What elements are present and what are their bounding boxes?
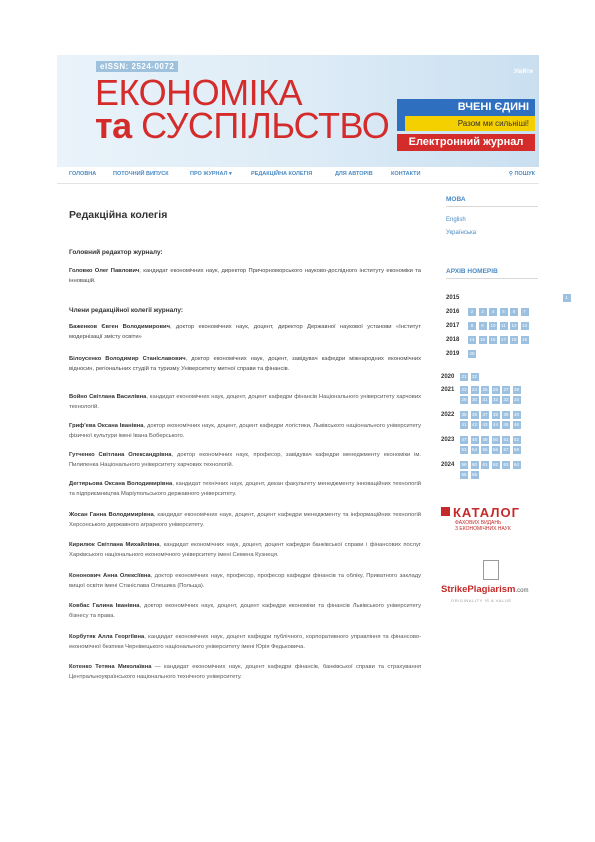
member-entry — [69, 392, 421, 412]
strike-tagline: ORIGINALITY IS A VALUE — [451, 598, 512, 603]
archive-issue-link[interactable]: 61 — [482, 462, 488, 467]
chief-heading: Головний редактор журналу: — [69, 249, 163, 256]
member-entry — [69, 662, 421, 682]
archive-issue-link[interactable]: 53 — [461, 447, 467, 452]
archive-issue-link[interactable]: 1 — [563, 294, 571, 302]
member-desc: , кандидат економічних наук, доцент кафедри публічного, корпоративного управління та фінансово-економічної безпеки Чернівецького національного університету імені Юрія Федьковича. — [69, 634, 421, 650]
member-name: Кирилюк Світлана Михайлівна — [69, 542, 160, 548]
member-entry — [69, 421, 421, 441]
member-entry — [69, 632, 421, 652]
archive-issue-link[interactable]: 17 — [500, 337, 506, 342]
login-link[interactable]: Увійти — [513, 69, 533, 75]
archive-issue-link[interactable]: 4 — [489, 308, 497, 316]
journal-title-ta: та — [95, 105, 132, 146]
archive-issue-link[interactable]: 9 — [479, 322, 487, 330]
member-entry — [69, 510, 421, 530]
archive-issue-link[interactable]: 25 — [482, 387, 488, 392]
member-entry — [69, 479, 421, 499]
archive-issue-link[interactable]: 66 — [471, 472, 477, 477]
archive-issue-link[interactable]: 32 — [492, 397, 498, 402]
archive-issue-link[interactable]: 5 — [500, 308, 508, 316]
search-label: ПОШУК — [514, 171, 535, 177]
archive-issue-link[interactable]: 49 — [482, 437, 488, 442]
archive-issue-link[interactable]: 15 — [479, 337, 485, 342]
chief-entry — [69, 266, 421, 286]
member-name: Жосан Ганна Володимирівна — [69, 512, 154, 518]
member-desc: , доктор економічних наук, професор, професор кафедри фінансів та обліку, Приватного закладу вищої освіти імені Станіслава Олешика (Польща). — [69, 573, 421, 589]
archive-issue-link[interactable]: 47 — [461, 437, 467, 442]
archive-issue-link[interactable]: 64 — [513, 462, 519, 467]
site-banner[interactable] — [57, 55, 539, 167]
member-name: Ковбас Галина Іванівна — [69, 603, 140, 609]
member-name: Гриф'ева Оксана Іванівна — [69, 423, 144, 429]
lang-english[interactable]: English — [446, 217, 466, 223]
archive-issue-link[interactable]: 31 — [482, 397, 488, 402]
archive-issue-link[interactable]: 65 — [461, 472, 467, 477]
archive-issue-link[interactable]: 54 — [471, 447, 477, 452]
strike-name-main: StrikePlagiarism — [441, 584, 516, 595]
member-name: Корбутяк Алла Георгіївна — [69, 634, 145, 640]
archive-issue-link[interactable]: 24 — [471, 387, 477, 392]
member-entry — [69, 571, 421, 591]
archive-issue-link[interactable]: 39 — [503, 412, 509, 417]
member-entry — [69, 601, 421, 621]
member-name: Гутченко Світлана Олександрівна — [69, 452, 172, 458]
archive-issue-link[interactable]: 35 — [461, 412, 467, 417]
archive-issue-link[interactable]: 23 — [461, 387, 467, 392]
nav-current-issue[interactable]: ПОТОЧНИЙ ВИПУСК — [113, 171, 169, 177]
archive-issue-link[interactable]: 56 — [492, 447, 498, 452]
archive-issue-link[interactable]: 42 — [471, 422, 477, 427]
archive-issue-link[interactable]: 37 — [482, 412, 488, 417]
catalog-sub2: З ЕКОНОМІЧНИХ НАУК — [455, 526, 511, 532]
archive-issue-link[interactable]: 29 — [461, 397, 467, 402]
member-entry — [69, 322, 421, 342]
catalog-mark-icon — [441, 507, 450, 516]
page-title: Редакційна колегія — [69, 209, 168, 221]
nav-for-authors[interactable]: ДЛЯ АВТОРІВ — [335, 171, 373, 177]
archive-issue-link[interactable]: 57 — [503, 447, 509, 452]
badge-ejournal: Електронний журнал — [397, 134, 535, 151]
archive-issue-link[interactable]: 28 — [513, 387, 519, 392]
archive-year: 2024 — [441, 462, 455, 468]
chevron-down-icon: ▾ — [228, 171, 232, 177]
archive-issue-link[interactable]: 2 — [468, 308, 476, 316]
chief-name: Головко Олег Павлович — [69, 268, 140, 274]
archive-issue-link[interactable]: 16 — [490, 337, 496, 342]
nav-about[interactable] — [190, 171, 232, 177]
search-button[interactable] — [509, 171, 535, 177]
member-desc: , доктор економічних наук, доцент, доцент кафедри економіки та фінансів Львівського університету бізнесу та права. — [69, 603, 421, 619]
badge-top: ВЧЕНІ ЄДИНІ — [397, 99, 535, 116]
member-desc: , доктор економічних наук, доцент, завідувач кафедри міжнародних економічних відносин, регіональних студій та туризму Університету митної справи та фінансів. — [69, 356, 421, 372]
archive-issue-link[interactable]: 26 — [492, 387, 498, 392]
archive-issue-link[interactable]: 62 — [492, 462, 498, 467]
issn-label: eISSN: 2524-0072 — [96, 61, 178, 72]
archive-year: 2017 — [446, 323, 460, 329]
member-entry — [69, 354, 421, 374]
nav-about-label: ПРО ЖУРНАЛ — [190, 171, 228, 177]
archive-issue-link[interactable]: 8 — [468, 322, 476, 330]
archive-issue-link[interactable]: 27 — [503, 387, 509, 392]
member-desc: , кандидат економічних наук, доцент, доцент кафедри фінансів Національного університету харчових технологій. — [69, 394, 421, 410]
divider — [446, 278, 538, 279]
search-icon: ⚲ — [508, 171, 513, 177]
strike-name — [441, 584, 528, 595]
archive-issue-link[interactable]: 13 — [521, 323, 527, 328]
member-name: Войно Світлана Василівна — [69, 394, 147, 400]
nav-home[interactable]: ГОЛОВНА — [69, 171, 97, 177]
catalog-sub1: ФАХОВИХ ВИДАНЬ — [455, 520, 502, 526]
archive-issue-link[interactable]: 59 — [461, 462, 467, 467]
archive-issue-link[interactable]: 19 — [521, 337, 527, 342]
member-desc: — кандидат економічних наук, доцент кафедри фінансів, банківської справи та страхування Центральноукраїнського національного технічного університету. — [69, 664, 421, 680]
archive-issue-link[interactable]: 38 — [492, 412, 498, 417]
member-desc: , доктор економічних наук, доцент, директор Державної наукової установи «Інститут модернізації змісту освіти» — [69, 324, 421, 340]
archive-issue-link[interactable]: 36 — [471, 412, 477, 417]
member-desc: , кандидат економічних наук, доцент, доцент кафедри менеджменту та інформаційних технологій Херсонського державного аграрного університету. — [69, 512, 421, 528]
archive-heading: АРХІВ НОМЕРІВ — [446, 268, 498, 275]
archive-issue-link[interactable]: 14 — [469, 337, 475, 342]
archive-year: 2023 — [441, 437, 455, 443]
member-entry — [69, 450, 421, 470]
member-name: Кононович Анна Олексіївна — [69, 573, 151, 579]
archive-issue-link[interactable]: 34 — [513, 397, 519, 402]
archive-issue-link[interactable]: 60 — [471, 462, 477, 467]
archive-issue-link[interactable]: 10 — [490, 323, 496, 328]
lang-heading: МОВА — [446, 196, 466, 203]
archive-issue-link[interactable]: 52 — [513, 437, 519, 442]
divider — [446, 206, 538, 207]
archive-issue-link[interactable]: 51 — [503, 437, 509, 442]
member-desc: , доктор економічних наук, професор, завідувач кафедри менеджменту економіки ім. Пилипенка Національного університету харчових технологій. — [69, 452, 421, 468]
archive-issue-link[interactable]: 46 — [513, 422, 519, 427]
archive-issue-link[interactable]: 12 — [511, 323, 517, 328]
member-desc: , кандидат економічних наук, доцент, доцент кафедри банківської справи і фінансових послуг Харківського національного економічного університету імені Семена Кузнеця. — [69, 542, 421, 558]
archive-year: 2016 — [446, 309, 460, 315]
archive-issue-link[interactable]: 20 — [469, 351, 475, 356]
member-desc: , доктор економічних наук, доцент, доцент кафедри логістики, Львівського національного університету фізичної культури імені Івана Боберського. — [69, 423, 422, 439]
badge-mid: Разом ми сильніші! — [397, 116, 535, 131]
member-desc: , кандидат технічних наук, доцент, декан факультету менеджменту інноваційних технологій та підприємництва Маріупольського державного університету. — [69, 481, 422, 497]
archive-issue-link[interactable]: 18 — [511, 337, 517, 342]
archive-year: 2015 — [446, 295, 460, 301]
member-entry — [69, 540, 421, 560]
members-heading: Члени редакційної колегії журналу: — [69, 307, 184, 314]
document-icon — [483, 560, 499, 580]
nav-contacts[interactable]: КОНТАКТИ — [391, 171, 421, 177]
archive-issue-link[interactable]: 43 — [482, 422, 488, 427]
united-badge — [397, 99, 535, 151]
archive-year: 2020 — [441, 374, 455, 380]
archive-issue-link[interactable]: 6 — [510, 308, 518, 316]
main-nav — [57, 167, 539, 184]
archive-year: 2019 — [446, 351, 460, 357]
lang-ukrainian[interactable]: Українська — [446, 230, 477, 236]
archive-year: 2018 — [446, 337, 460, 343]
catalog-title: КАТАЛОГ — [453, 505, 520, 520]
archive-issue-link[interactable]: 30 — [471, 397, 477, 402]
archive-year: 2022 — [441, 412, 455, 418]
archive-issue-link[interactable]: 55 — [482, 447, 488, 452]
strikeplagiarism-logo[interactable] — [441, 560, 537, 608]
archive-issue-link[interactable]: 40 — [513, 412, 519, 417]
journal-title-society: СУСПІЛЬСТВО — [141, 105, 390, 146]
member-name: Котенко Тетяна Миколаївна — [69, 664, 152, 670]
strike-name-tld: .com — [515, 588, 529, 594]
archive-issue-link[interactable]: 48 — [471, 437, 477, 442]
archive-issue-link[interactable]: 63 — [503, 462, 509, 467]
archive-year: 2021 — [441, 387, 455, 393]
archive-issue-link[interactable]: 7 — [521, 308, 529, 316]
member-name: Дегтярьова Оксана Володимирівна — [69, 481, 173, 487]
archive-issue-link[interactable]: 41 — [461, 422, 467, 427]
archive-issue-link[interactable]: 33 — [503, 397, 509, 402]
member-name: Баженков Євген Володимирович — [69, 324, 170, 330]
archive-issue-link[interactable]: 45 — [503, 422, 509, 427]
nav-editorial-board[interactable]: РЕДАКЦІЙНА КОЛЕГІЯ — [251, 171, 313, 177]
catalog-logo[interactable] — [441, 505, 533, 537]
archive-issue-link[interactable]: 22 — [471, 374, 477, 379]
chief-desc: , кандидат економічних наук, директор Причорноморського науково-дослідного інституту економіки та інновацій. — [69, 268, 421, 284]
archive-issue-link[interactable]: 44 — [492, 422, 498, 427]
journal-title-line2 — [95, 105, 390, 146]
archive-issue-link[interactable]: 11 — [501, 323, 506, 328]
member-name: Білоусенко Володимир Станіславович — [69, 356, 186, 362]
archive-issue-link[interactable]: 58 — [513, 447, 519, 452]
archive-issue-link[interactable]: 3 — [479, 308, 487, 316]
archive-issue-link[interactable]: 50 — [492, 437, 498, 442]
archive-issue-link[interactable]: 21 — [461, 374, 467, 379]
journal-title-line1: ЕКОНОМІКА — [95, 72, 303, 113]
